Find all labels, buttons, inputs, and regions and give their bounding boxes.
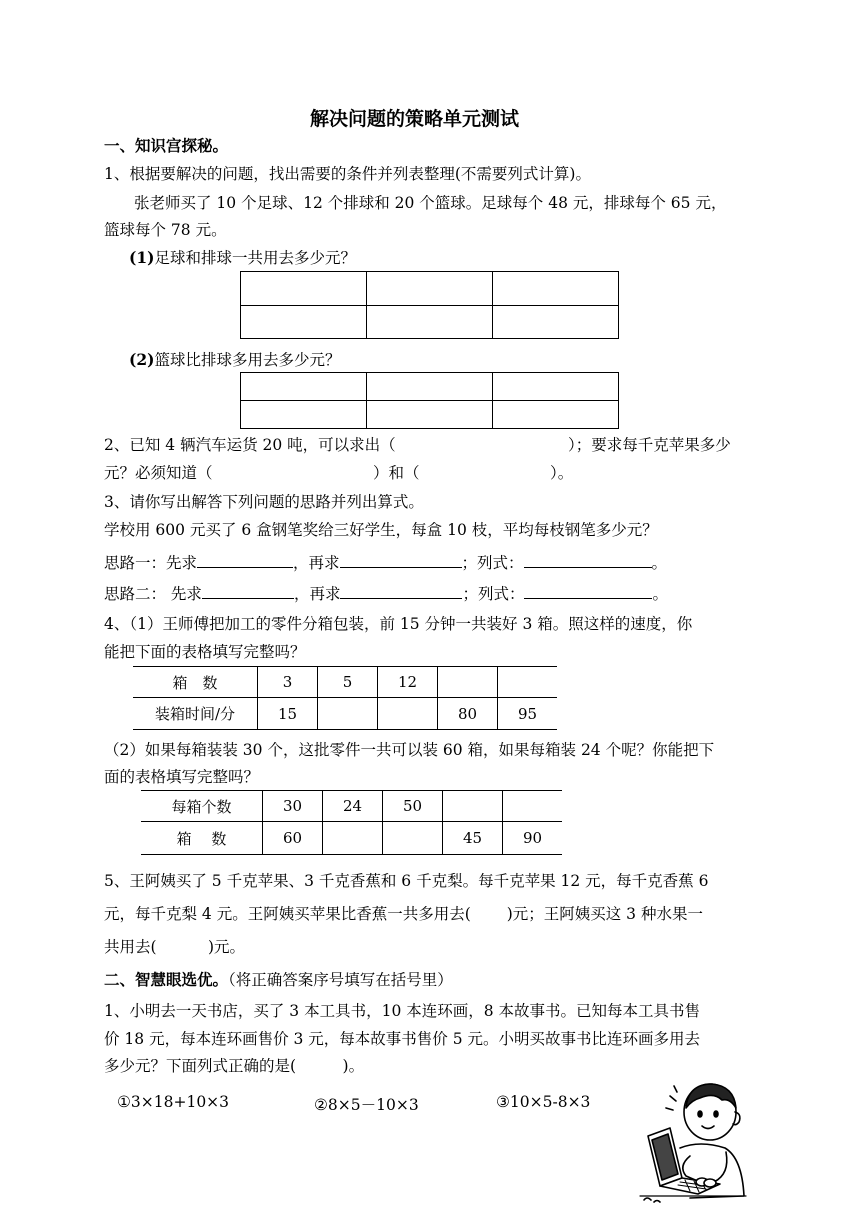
q5-line3: 共用去( )元。 — [104, 938, 246, 956]
q3-idea2 — [104, 582, 668, 604]
idea1-blank2[interactable] — [340, 553, 462, 568]
table-cell: 80 — [438, 698, 498, 730]
table-cell: 12 — [378, 667, 438, 698]
idea2-formula: ；列式： — [462, 585, 525, 603]
q4-part2-line1: （2）如果每箱装装 30 个，这批零件一共可以装 60 箱，如果每箱装 24 个呢？你能把下 — [104, 741, 715, 759]
table-cell[interactable] — [241, 272, 367, 306]
table-cell: 3 — [258, 667, 318, 698]
q1-sub1-text: 足球和排球一共用去多少元？ — [154, 249, 356, 267]
section2-heading-note: （将正确答案序号填写在括号里） — [228, 971, 453, 989]
table-cell[interactable] — [241, 373, 367, 401]
page-title: 解决问题的策略单元测试 — [310, 108, 520, 130]
table-cell[interactable] — [493, 272, 619, 306]
q3-prompt: 3、请你写出解答下列问题的思路并列出算式。 — [104, 493, 424, 511]
option-1[interactable]: ①3×18+10×3 — [117, 1093, 230, 1111]
idea1-label: 思路一：先求 — [104, 554, 198, 572]
q1-table2 — [240, 372, 619, 429]
q3-story: 学校用 600 元买了 6 盒钢笔奖给三好学生，每盒 10 枝，平均每枝钢笔多少元？ — [104, 521, 658, 539]
section2-heading-row — [104, 968, 453, 990]
idea2-blank1[interactable] — [202, 584, 294, 599]
table-cell: 装箱时间/分 — [133, 698, 258, 730]
q1-sub1 — [129, 246, 356, 268]
idea2-label: 思路二： 先求 — [104, 585, 202, 603]
q1-prompt: 1、根据要解决的问题，找出需要的条件并列表整理(不需要列式计算)。 — [104, 165, 591, 183]
idea1-blank3[interactable] — [524, 553, 652, 568]
table-cell[interactable] — [323, 822, 383, 855]
table-cell: 90 — [503, 822, 563, 855]
table-cell[interactable] — [367, 373, 493, 401]
idea1-then: ，再求 — [293, 554, 340, 572]
table-cell[interactable] — [241, 306, 367, 339]
q1-sub1-num: (1) — [129, 248, 155, 267]
q2-line1-a: 2、已知 4 辆汽车运货 20 吨，可以求出（ — [104, 436, 396, 454]
table-cell: 箱 数 — [133, 667, 258, 698]
s2q1-line3: 多少元？下面列式正确的是( )。 — [104, 1057, 365, 1075]
table-cell[interactable] — [443, 791, 503, 822]
q1-table1 — [240, 271, 619, 339]
idea2-blank2[interactable] — [340, 584, 462, 599]
q4-table1 — [133, 666, 557, 730]
q3-idea1 — [104, 551, 667, 573]
table-cell: 15 — [258, 698, 318, 730]
option-2[interactable]: ②8×5－10×3 — [314, 1096, 419, 1114]
table-cell: 24 — [323, 791, 383, 822]
table-cell[interactable] — [503, 791, 563, 822]
q5-line1: 5、王阿姨买了 5 千克苹果、3 千克香蕉和 6 千克梨。每千克苹果 12 元，每千克香蕉 6 — [104, 872, 709, 890]
table-cell[interactable] — [498, 667, 558, 698]
s2q1-line2: 价 18 元，每本连环画售价 3 元，每本故事书售价 5 元。小明买故事书比连环画多用去 — [104, 1030, 701, 1048]
table-cell: 45 — [443, 822, 503, 855]
table-cell[interactable] — [367, 306, 493, 339]
q1-story-line2: 篮球每个 78 元。 — [104, 221, 227, 239]
table-cell: 箱 数 — [141, 822, 263, 855]
table-cell[interactable] — [493, 401, 619, 429]
q2-line1-b: ）；要求每千克苹果多少 — [568, 436, 731, 454]
boy-laptop-illustration — [630, 1078, 752, 1206]
section2-heading: 二、智慧眼选优。 — [104, 970, 229, 989]
table-cell[interactable] — [493, 306, 619, 339]
section1-heading: 一、知识宫探秘。 — [104, 136, 229, 155]
q4-table2 — [141, 790, 562, 855]
idea2-then: ，再求 — [293, 585, 341, 603]
table-cell: 50 — [383, 791, 443, 822]
table-cell[interactable] — [438, 667, 498, 698]
table-cell: 60 — [263, 822, 323, 855]
table-cell[interactable] — [318, 698, 378, 730]
table-cell[interactable] — [367, 401, 493, 429]
idea1-formula: ；列式： — [461, 554, 524, 572]
q5-line2: 元，每千克梨 4 元。王阿姨买苹果比香蕉一共多用去( )元；王阿姨买这 3 种水果一 — [104, 905, 703, 923]
table-cell: 30 — [263, 791, 323, 822]
q4-part1-line1: 4、（1）王师傅把加工的零件分箱包装，前 15 分钟一共装好 3 箱。照这样的速度，你 — [104, 615, 693, 633]
table-cell: 5 — [318, 667, 378, 698]
table-cell: 每箱个数 — [141, 791, 263, 822]
table-cell[interactable] — [383, 822, 443, 855]
q1-sub2-text: 篮球比排球多用去多少元？ — [154, 351, 341, 369]
idea2-end: 。 — [652, 585, 668, 603]
idea1-end: 。 — [651, 554, 668, 572]
table-cell: 95 — [498, 698, 558, 730]
q2-line2-c: ）。 — [550, 464, 574, 482]
table-cell[interactable] — [493, 373, 619, 401]
s2q1-line1: 1、小明去一天书店，买了 3 本工具书，10 本连环画，8 本故事书。已知每本工具书售 — [104, 1002, 701, 1020]
idea2-blank3[interactable] — [524, 584, 652, 599]
table-cell[interactable] — [378, 698, 438, 730]
q1-sub2 — [129, 348, 340, 370]
table-cell[interactable] — [367, 272, 493, 306]
q1-story-line1: 张老师买了 10 个足球、12 个排球和 20 个篮球。足球每个 48 元，排球每个 65 元， — [134, 194, 727, 212]
idea1-blank1[interactable] — [197, 553, 293, 568]
option-3[interactable]: ③10×5-8×3 — [496, 1093, 591, 1111]
q1-sub2-num: (2) — [129, 350, 155, 369]
q4-part2-line2: 面的表格填写完整吗？ — [104, 768, 260, 786]
q4-part1-line2: 能把下面的表格填写完整吗？ — [104, 643, 306, 661]
q2-line2-a: 元？必须知道（ — [104, 464, 213, 482]
table-cell[interactable] — [241, 401, 367, 429]
q2-line2-b: ）和（ — [373, 464, 420, 482]
